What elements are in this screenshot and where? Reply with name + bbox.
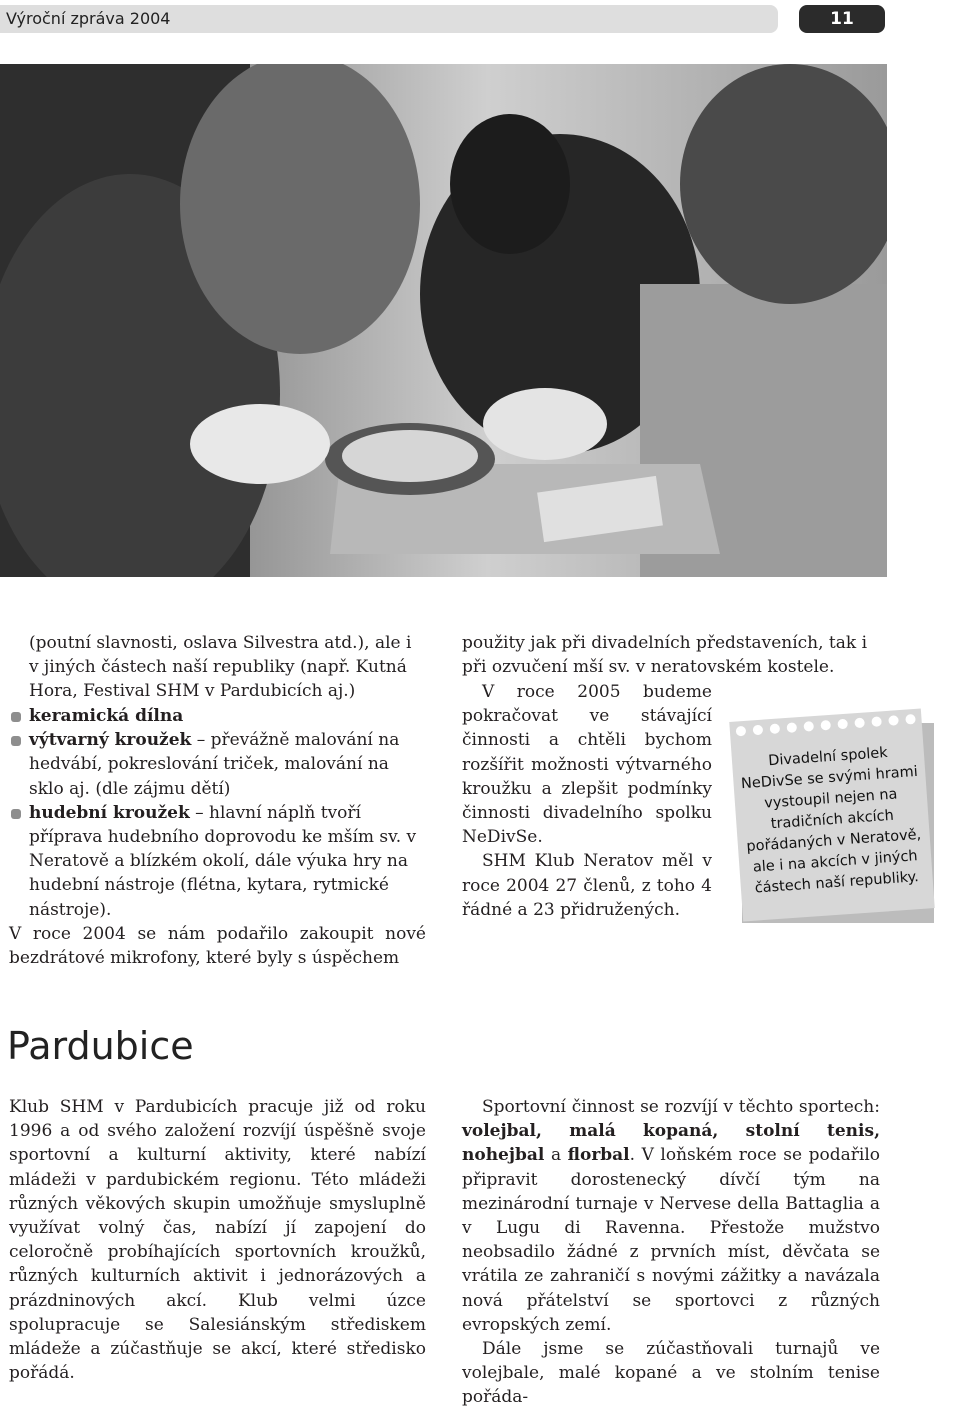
note-holes [736, 714, 916, 739]
paragraph [462, 1095, 880, 1337]
list-item [9, 728, 426, 801]
text: Sportovní činnost se rozvíjí v těchto sportech: [482, 1097, 880, 1117]
list-item [9, 704, 426, 728]
paragraph: V roce 2004 se nám podařilo zakoupit nové bezdrátové mikrofony, které byly s úspěchem [9, 923, 426, 969]
text: a [544, 1145, 568, 1166]
hole-icon [820, 720, 831, 731]
list-item-label: hudební kroužek [29, 802, 190, 823]
paragraph: V roce 2005 budeme pokračovat ve stávající činnosti a chtěli bychom rozšířit možnosti výtvarného kroužku a zlepšit podmínky činnosti divadelního spolku NeDivSe. [462, 682, 712, 848]
right-column-body [462, 680, 712, 922]
paragraph: použity jak při divadelních představeních, tak i při ozvučení mší sv. v neratovském kostele. [462, 633, 868, 678]
bottom-right-column [462, 1095, 880, 1410]
page-header [0, 5, 778, 33]
list-item-label: keramická dílna [29, 706, 184, 726]
sports-list: volejbal, malá kopaná, stolní tenis, nohejbal [462, 1121, 880, 1166]
hole-icon [888, 715, 899, 726]
bottom-left-column [9, 1095, 426, 1385]
section-title: Pardubice [7, 1024, 194, 1068]
hole-icon [770, 723, 781, 734]
paragraph: Dále jsme se zúčastňovali turnajů ve volejbale, malé kopané a ve stolním tenise pořáda- [462, 1339, 880, 1408]
hole-icon [753, 725, 764, 736]
hole-icon [905, 714, 916, 725]
list-item-label: výtvarný kroužek [29, 730, 192, 751]
intro-text: (poutní slavnosti, oslava Silvestra atd.), ale i v jiných částech naší republiky (např. Kutná Hora, Festival SHM v Pardubicích aj.) [29, 633, 412, 702]
hole-icon [871, 716, 882, 727]
note-card [729, 709, 934, 922]
text: . V loňském roce se podařilo připravit dorostenecký dívčí tým na mezinárodní turnaje v Nervese della Battaglia a v Lugu di Ravenna. Přestože mužstvo neobsadilo žádné z prvních míst, děvčata se vrátila ze zahraničí s novými zážitky a navázala nová přátelství se sportovci z různých evropských zemí. [462, 1145, 880, 1335]
hole-icon [803, 721, 814, 732]
page-number: 11 [799, 5, 885, 33]
sport-florbal: florbal [567, 1145, 630, 1166]
list-item [9, 801, 426, 922]
paragraph: SHM Klub Neratov měl v roce 2004 27 členů, z toho 4 řádné a 23 přidružených. [462, 851, 712, 920]
list-item-text: – hlavní náplň tvoří příprava hudebního doprovodu ke mším sv. v Neratově a blízkém okolí, dále výuka hry na hudební nástroje (flétna, kytara, rytmické nástroje). [29, 802, 417, 920]
left-column [29, 631, 426, 704]
activity-list [9, 704, 426, 970]
pottery-workshop-photo [0, 64, 887, 577]
hole-icon [736, 726, 747, 737]
list-item-text: – převážně malování na hedvábí, pokreslování triček, malování na sklo aj. (dle zájmu dětí) [29, 730, 400, 799]
header-title: Výroční zpráva 2004 [6, 9, 171, 28]
sticky-note [736, 715, 936, 925]
paragraph: Klub SHM v Pardubicích pracuje již od roku 1996 a od svého založení rozvíjí úspěšně svoje sportovní a kulturní aktivity, které nabízí mládeži v pardubickém regionu. Této mládeži různých věkových skupin umožňuje smysluplně využívat volný čas, nabízí jí zapojení do celoročně probíhajících sportovních kroužků, různých kulturních aktivit i jednorázových a prázdninových akcí. Klub velmi úzce spolupracuje se Salesiánským střediskem mládeže a zúčastňuje se akcí, které středisko pořádá. [9, 1097, 426, 1384]
right-column-top [462, 631, 882, 679]
note-text: Divadelní spolek NeDivSe se svými hrami vystoupil nejen na tradičních akcích pořádaných v Neratově, ale i na akcích v jiných částech naší republiky. [740, 744, 922, 897]
hole-icon [854, 718, 865, 729]
hole-icon [837, 719, 848, 730]
hole-icon [786, 722, 797, 733]
